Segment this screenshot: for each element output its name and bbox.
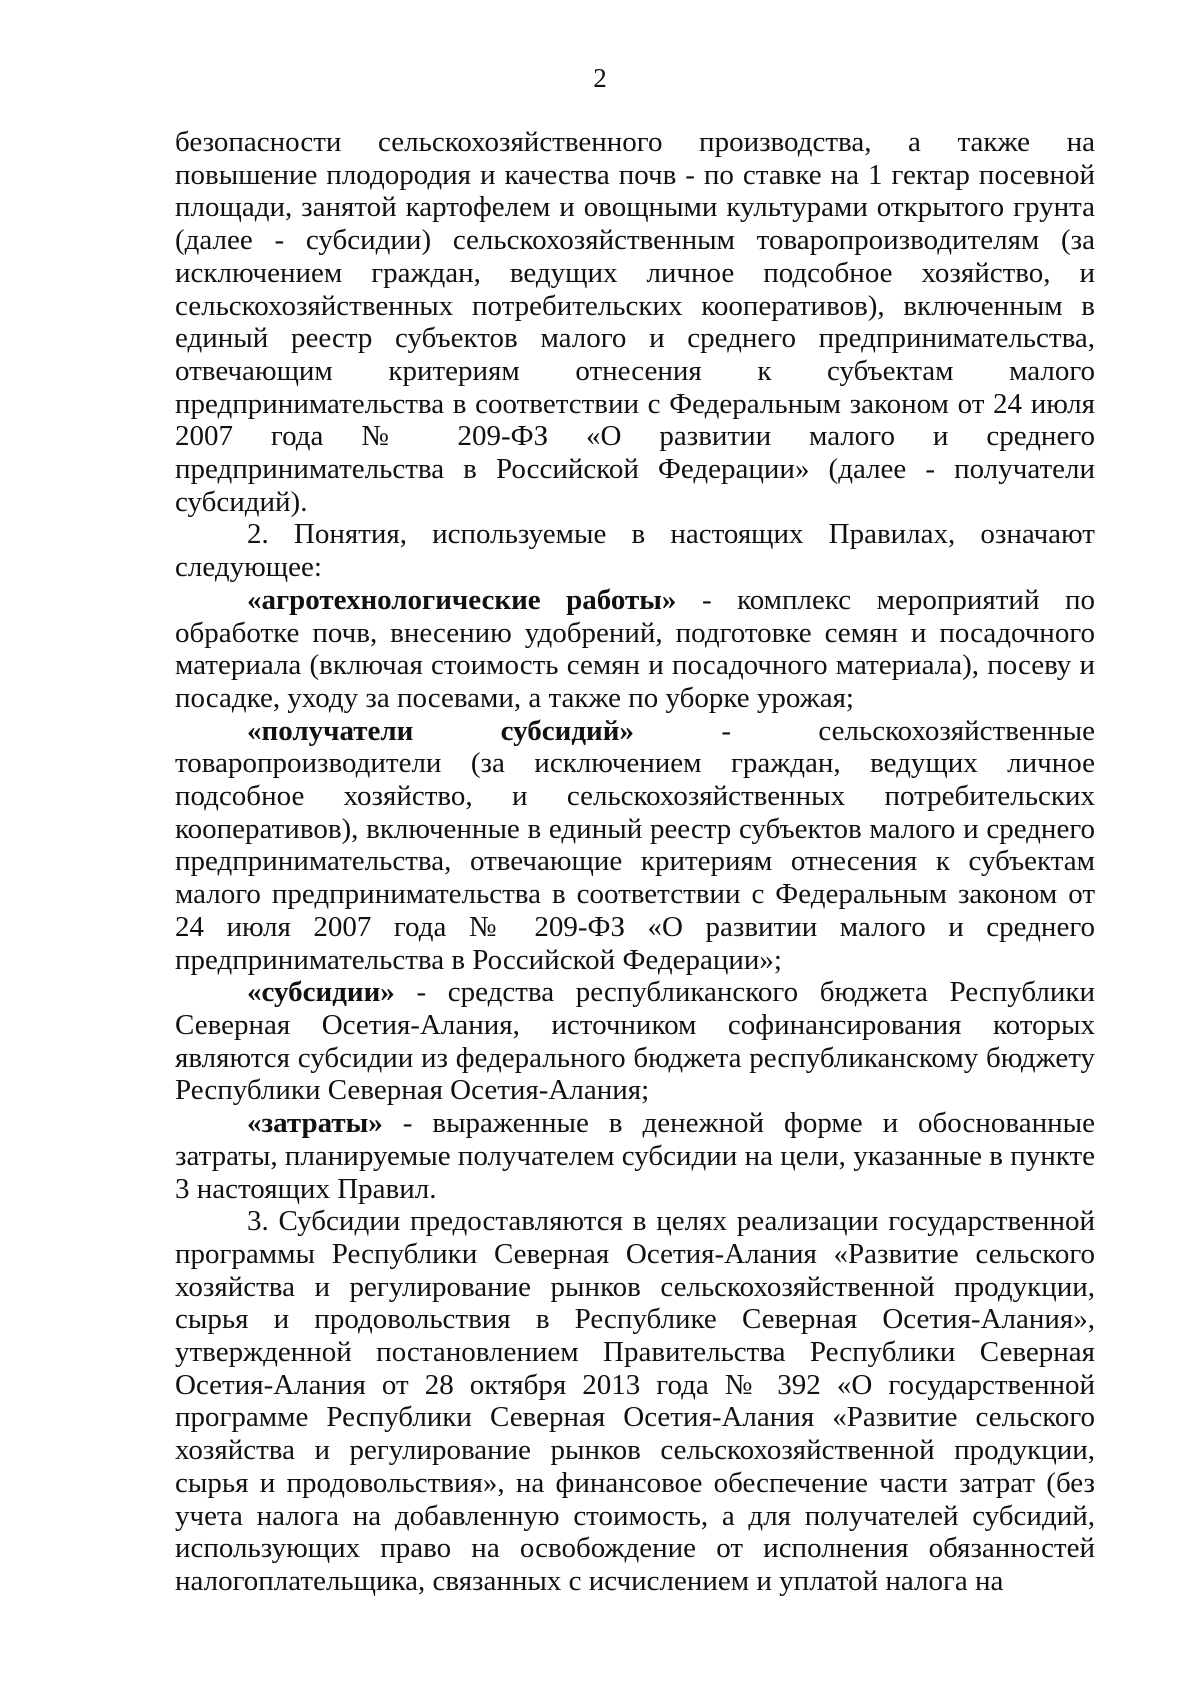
page-number: 2 xyxy=(593,63,607,93)
definition-text: - выраженные в денежной форме и обоснованные затраты, планируемые получателем субсидии на цели, указанные в пункте 3 настоящих Правил. xyxy=(175,1107,1095,1205)
definition-term: «агротехнологические работы» xyxy=(247,583,677,616)
definition-expenses xyxy=(175,1107,1095,1205)
definition-subsidies xyxy=(175,976,1095,1107)
definition-text: - сельскохозяйственные товаропроизводители (за исключением граждан, ведущих личное подсобное хозяйство, и сельскохозяйственных потребительских кооперативов), включенные в единый реестр субъектов малого и среднего предпринимательства, отвечающие критериям отнесения к субъектам малого предпринимательства в соответствии с Федеральным законом от 24 июля 2007 года № 209-ФЗ «О развитии малого и среднего предпринимательства в Российской Федерации»; xyxy=(175,714,1096,976)
definition-term: «затраты» xyxy=(247,1107,383,1140)
definition-subsidy-recipients xyxy=(175,715,1095,977)
paragraph-subsidy-intro: безопасности сельскохозяйственного производства, а также на повышение плодородия и качества почв - по ставке на 1 гектар посевной площади, занятой картофелем и овощными культурами открытого грунта (далее - субсидии) сельскохозяйственным товаропроизводителям (за исключением граждан, ведущих личное подсобное хозяйство, и сельскохозяйственных потребительских кооперативов), включенным в единый реестр субъектов малого и среднего предпринимательства, отвечающим критериям отнесения к субъектам малого предпринимательства в соответствии с Федеральным законом от 24 июля 2007 года № 209-ФЗ «О развитии малого и среднего предпринимательства в Российской Федерации» (далее - получатели субсидий). xyxy=(175,126,1095,518)
definition-term: «получатели субсидий» xyxy=(247,714,634,747)
document-body xyxy=(175,126,1095,1598)
paragraph-subsidy-purpose: 3. Субсидии предоставляются в целях реализации государственной программы Республики Северная Осетия-Алания «Развитие сельского хозяйства и регулирование рынков сельскохозяйственной продукции, сырья и продовольствия в Республике Северная Осетия-Алания», утвержденной постановлением Правительства Республики Северная Осетия-Алания от 28 октября 2013 года № 392 «О государственной программе Республики Северная Осетия-Алания «Развитие сельского хозяйства и регулирование рынков сельскохозяйственной продукции, сырья и продовольствия», на финансовое обеспечение части затрат (без учета налога на добавленную стоимость, а для получателей субсидий, использующих право на освобождение от исполнения обязанностей налогоплательщика, связанных с исчислением и уплатой налога на xyxy=(175,1205,1095,1597)
definition-text: - средства республиканского бюджета Республики Северная Осетия-Алания, источником софинансирования которых являются субсидии из федерального бюджета республиканскому бюджету Республики Северная Осетия-Алания; xyxy=(175,976,1095,1107)
definition-term: «субсидии» xyxy=(247,976,395,1009)
definition-agrotech-works xyxy=(175,584,1095,715)
definition-text: - комплекс мероприятий по обработке почв, внесению удобрений, подготовке семян и посадочного материала (включая стоимость семян и посадочного материала), посеву и посадке, уходу за посевами, а также по уборке урожая; xyxy=(175,583,1095,714)
paragraph-definitions-intro: 2. Понятия, используемые в настоящих Правилах, означают следующее: xyxy=(175,518,1095,584)
